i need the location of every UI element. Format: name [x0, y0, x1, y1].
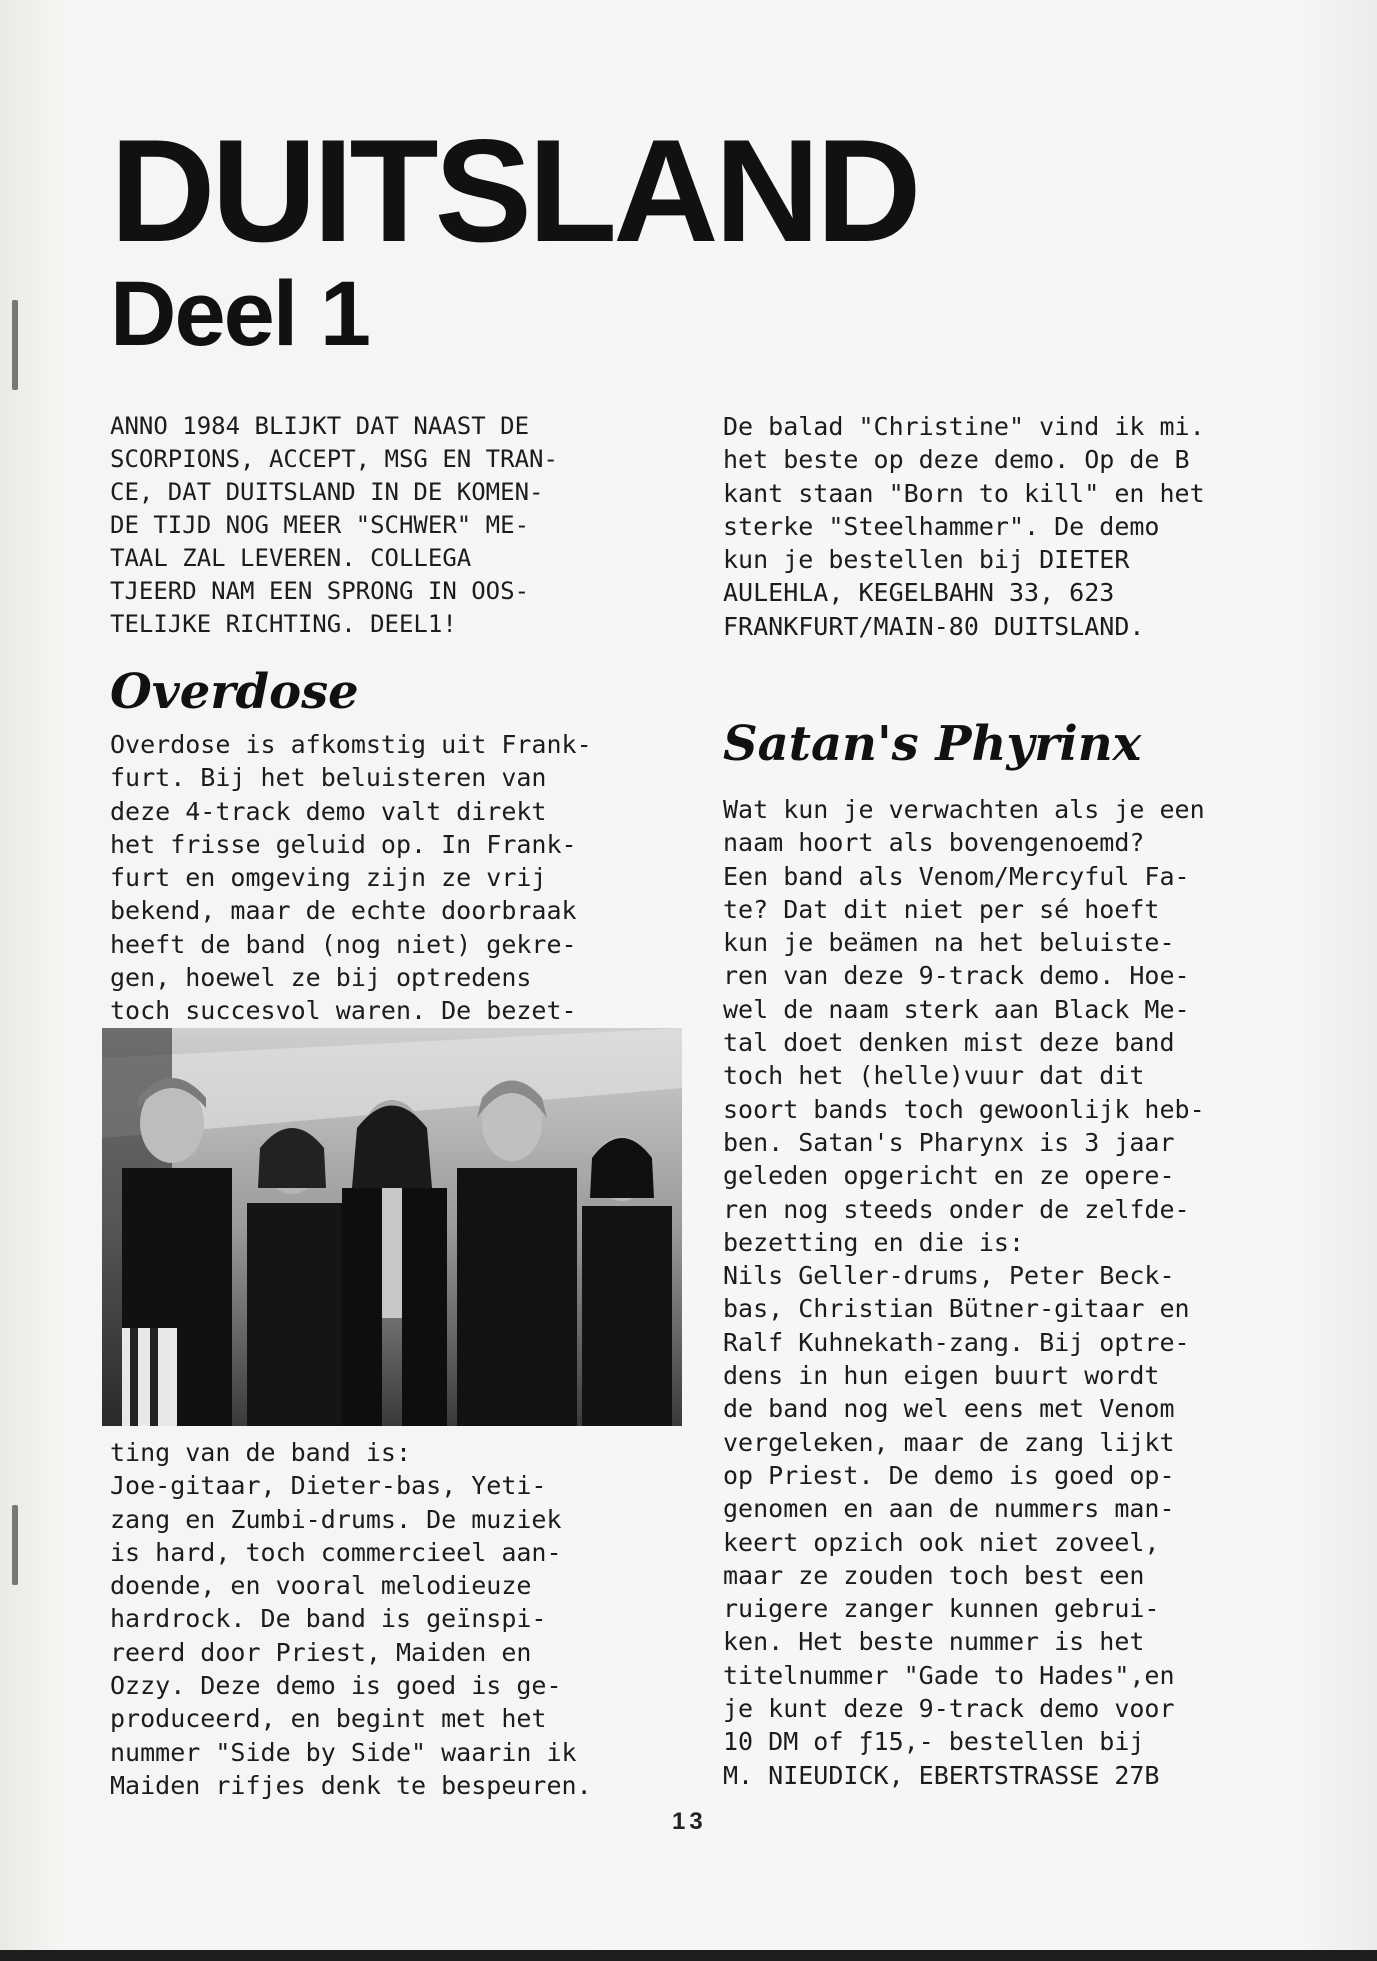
text-line: kun je bestellen bij DIETER	[723, 545, 1130, 575]
text-line: het beste op deze demo. Op de B	[723, 445, 1190, 475]
text-line: vergeleken, maar de zang lijkt	[723, 1427, 1175, 1457]
text-line: Ralf Kuhnekath-zang. Bij optre-	[723, 1327, 1190, 1357]
text-line: is hard, toch commercieel aan-	[110, 1537, 562, 1567]
text-line: ben. Satan's Pharynx is 3 jaar	[723, 1127, 1175, 1157]
text-line: tal doet denken mist deze band	[723, 1028, 1175, 1058]
band-photo	[102, 1028, 682, 1426]
text-line: Wat kun je verwachten als je een	[723, 795, 1205, 824]
text-line: doende, en vooral melodieuze	[110, 1571, 532, 1601]
overdose-heading: Overdose	[110, 664, 359, 720]
text-line: zang en Zumbi-drums. De muziek	[110, 1504, 562, 1534]
text-line: te? Dat dit niet per sé hoeft	[723, 894, 1160, 924]
bottom-edge-shadow	[0, 1950, 1377, 1961]
text-line: je kunt deze 9-track demo voor	[723, 1694, 1175, 1724]
overdose-text-top	[110, 728, 592, 1028]
text-line: reerd door Priest, Maiden en	[110, 1637, 532, 1667]
text-line: heeft de band (nog niet) gekre-	[110, 929, 577, 959]
text-line: FRANKFURT/MAIN-80 DUITSLAND.	[723, 611, 1145, 641]
band-photo-graphic	[102, 1028, 682, 1426]
text-line: bas, Christian Bütner-gitaar en	[723, 1294, 1190, 1324]
intro-text	[110, 410, 558, 641]
text-line: ren van deze 9-track demo. Hoe-	[723, 961, 1190, 991]
text-line: nummer "Side by Side" waarin ik	[110, 1737, 577, 1767]
text-line: ren nog steeds onder de zelfde-	[723, 1194, 1190, 1224]
text-line: titelnummer "Gade to Hades",en	[723, 1660, 1175, 1690]
satans-phyrinx-heading: Satan's Phyrinx	[723, 716, 1142, 772]
staple-bottom	[12, 1505, 18, 1585]
text-line: ken. Het beste nummer is het	[723, 1627, 1145, 1657]
text-line: Nils Geller-drums, Peter Beck-	[723, 1261, 1175, 1291]
text-line: ting van de band is:	[110, 1438, 412, 1467]
text-line: de band nog wel eens met Venom	[723, 1394, 1175, 1424]
text-line: deze 4-track demo valt direkt	[110, 796, 547, 826]
text-line: M. NIEUDICK, EBERTSTRASSE 27B	[723, 1760, 1160, 1790]
right-column-top-text	[723, 410, 1205, 643]
page-number: 13	[672, 1808, 707, 1835]
text-line: soort bands toch gewoonlijk heb-	[723, 1094, 1205, 1124]
text-line: naam hoort als bovengenoemd?	[723, 828, 1145, 858]
text-line: Een band als Venom/Mercyful Fa-	[723, 861, 1190, 891]
text-line: op Priest. De demo is goed op-	[723, 1460, 1175, 1490]
text-line: furt. Bij het beluisteren van	[110, 763, 547, 793]
text-line: kant staan "Born to kill" en het	[723, 478, 1205, 508]
article-title: DUITSLAND	[110, 109, 918, 272]
intro-line: ANNO 1984 BLIJKT DAT NAAST DE	[110, 412, 530, 440]
text-line: dens in hun eigen buurt wordt	[723, 1361, 1160, 1391]
text-line: kun je beämen na het beluiste-	[723, 928, 1175, 958]
intro-line: TJEERD NAM EEN SPRONG IN OOS-	[110, 577, 530, 605]
intro-line: TELIJKE RICHTING. DEEL1!	[110, 610, 457, 638]
text-line: ruigere zanger kunnen gebrui-	[723, 1594, 1160, 1624]
text-line: geleden opgericht en ze opere-	[723, 1161, 1175, 1191]
text-line: Maiden rifjes denk te bespeuren.	[110, 1770, 592, 1800]
text-line: furt en omgeving zijn ze vrij	[110, 863, 547, 893]
overdose-text-bottom	[110, 1436, 592, 1802]
text-line: sterke "Steelhammer". De demo	[723, 511, 1160, 541]
text-line: bezetting en die is:	[723, 1227, 1025, 1257]
text-line: toch succesvol waren. De bezet-	[110, 996, 577, 1026]
text-line: 10 DM of ƒ15,- bestellen bij	[723, 1727, 1145, 1757]
intro-line: DE TIJD NOG MEER "SCHWER" ME-	[110, 511, 530, 539]
text-line: maar ze zouden toch best een	[723, 1560, 1145, 1590]
article-subtitle: Deel 1	[110, 263, 370, 365]
text-line: Ozzy. Deze demo is goed is ge-	[110, 1671, 562, 1701]
text-line: toch het (helle)vuur dat dit	[723, 1061, 1145, 1091]
text-line: AULEHLA, KEGELBAHN 33, 623	[723, 578, 1115, 608]
intro-line: SCORPIONS, ACCEPT, MSG EN TRAN-	[110, 445, 558, 473]
text-line: Overdose is afkomstig uit Frank-	[110, 730, 592, 759]
text-line: gen, hoewel ze bij optredens	[110, 963, 532, 993]
text-line: genomen en aan de nummers man-	[723, 1494, 1175, 1524]
text-line: Joe-gitaar, Dieter-bas, Yeti-	[110, 1471, 547, 1501]
intro-line: TAAL ZAL LEVEREN. COLLEGA	[110, 544, 472, 572]
text-line: keert opzich ook niet zoveel,	[723, 1527, 1160, 1557]
text-line: bekend, maar de echte doorbraak	[110, 896, 577, 926]
text-line: De balad "Christine" vind ik mi.	[723, 412, 1205, 441]
text-line: hardrock. De band is geïnspi-	[110, 1604, 547, 1634]
text-line: wel de naam sterk aan Black Me-	[723, 994, 1190, 1024]
intro-line: CE, DAT DUITSLAND IN DE KOMEN-	[110, 478, 544, 506]
staple-top	[12, 300, 18, 390]
satans-phyrinx-text	[723, 793, 1205, 1792]
text-line: het frisse geluid op. In Frank-	[110, 829, 577, 859]
text-line: produceerd, en begint met het	[110, 1704, 547, 1734]
